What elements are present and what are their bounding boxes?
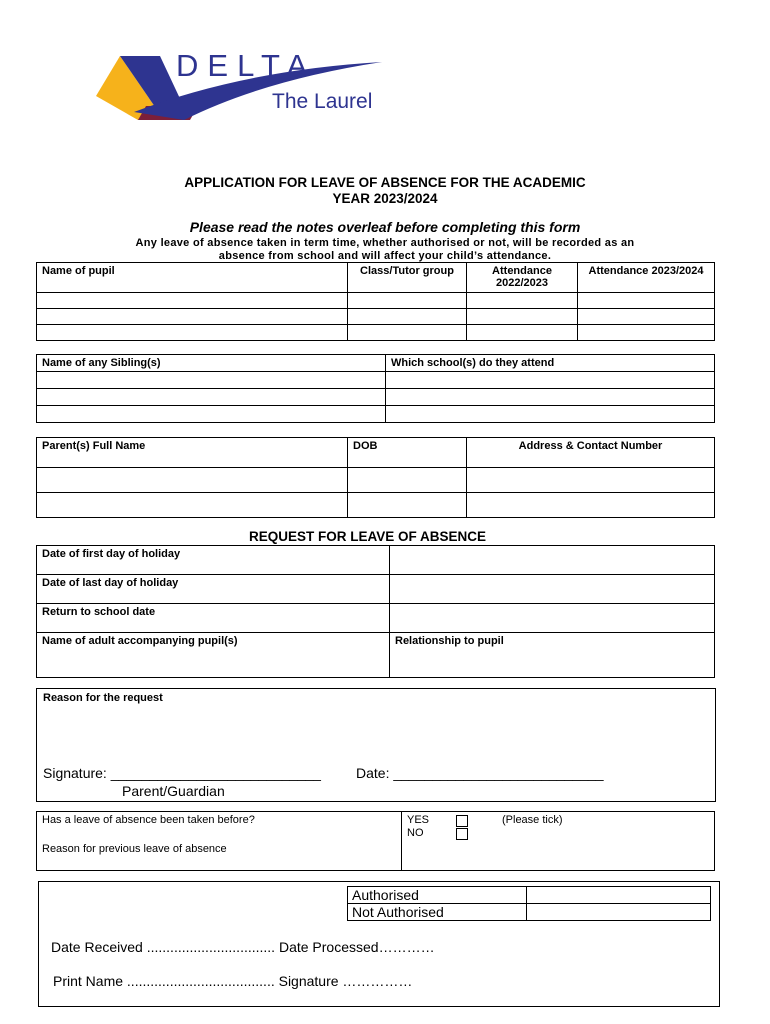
table-row[interactable] [37, 372, 715, 389]
address-header: Address & Contact Number [467, 438, 715, 468]
yes-label: YES [407, 814, 430, 826]
return-date-label: Return to school date [37, 604, 390, 633]
last-day-field[interactable] [390, 575, 715, 604]
first-day-label: Date of first day of holiday [37, 546, 390, 575]
parent-table [36, 437, 715, 518]
office-use-box [38, 881, 720, 1007]
no-checkbox[interactable] [456, 828, 468, 840]
no-label: NO [407, 827, 424, 839]
previous-answer-cell [402, 812, 715, 871]
warning-line1: Any leave of absence taken in term time, whether authorised or not, will be recorded as an [135, 237, 635, 249]
logo-name: DELTA [176, 48, 317, 83]
pupil-table [36, 262, 715, 341]
return-date-field[interactable] [390, 604, 715, 633]
date-line[interactable]: Date: ___________________________ [356, 765, 604, 781]
parent-guardian-label: Parent/Guardian [122, 783, 225, 799]
notes-instruction: Please read the notes overleaf before completing this form [189, 219, 581, 235]
dob-header: DOB [348, 438, 467, 468]
reason-box[interactable] [36, 688, 716, 802]
yes-checkbox[interactable] [456, 815, 468, 827]
table-row[interactable] [37, 309, 715, 325]
sibling-table [36, 354, 715, 423]
authorised-field[interactable] [527, 887, 711, 904]
previous-leave-table [36, 811, 715, 871]
sibling-name-header: Name of any Sibling(s) [37, 355, 386, 372]
last-day-label: Date of last day of holiday [37, 575, 390, 604]
warning-line2: absence from school and will affect your child’s attendance. [218, 250, 552, 262]
request-heading: REQUEST FOR LEAVE OF ABSENCE [249, 529, 487, 544]
table-row[interactable] [37, 293, 715, 309]
first-day-field[interactable] [390, 546, 715, 575]
previous-question: Has a leave of absence been taken before? [37, 812, 402, 841]
not-authorised-label: Not Authorised [348, 904, 527, 921]
form-title-line1: APPLICATION FOR LEAVE OF ABSENCE FOR THE ACADEMIC [184, 175, 586, 190]
table-row[interactable] [37, 493, 715, 518]
request-table [36, 545, 715, 678]
authorisation-table [347, 886, 711, 921]
please-tick-label: (Please tick) [502, 814, 563, 826]
table-row[interactable] [37, 325, 715, 341]
print-name-line[interactable]: Print Name ...................................... Signature …………… [53, 973, 413, 989]
attendance-2023-header: Attendance 2023/2024 [578, 263, 715, 293]
table-row[interactable] [37, 389, 715, 406]
attendance-2022-header: Attendance 2022/2023 [467, 263, 578, 293]
form-title-line2: YEAR 2023/2024 [332, 191, 438, 206]
parent-name-header: Parent(s) Full Name [37, 438, 348, 468]
reason-label: Reason for the request [43, 692, 163, 704]
pupil-name-header: Name of pupil [37, 263, 348, 293]
date-received-line[interactable]: Date Received ................................. Date Processed………… [51, 939, 435, 955]
logo-subtitle: The Laurel [272, 90, 373, 113]
relationship-label: Relationship to pupil [390, 633, 715, 678]
not-authorised-field[interactable] [527, 904, 711, 921]
authorised-label: Authorised [348, 887, 527, 904]
sibling-school-header: Which school(s) do they attend [386, 355, 715, 372]
class-tutor-header: Class/Tutor group [348, 263, 467, 293]
table-row[interactable] [37, 468, 715, 493]
previous-reason-label: Reason for previous leave of absence [37, 841, 402, 871]
adult-label: Name of adult accompanying pupil(s) [37, 633, 390, 678]
signature-line[interactable]: Signature: ___________________________ [43, 765, 321, 781]
table-row[interactable] [37, 406, 715, 423]
